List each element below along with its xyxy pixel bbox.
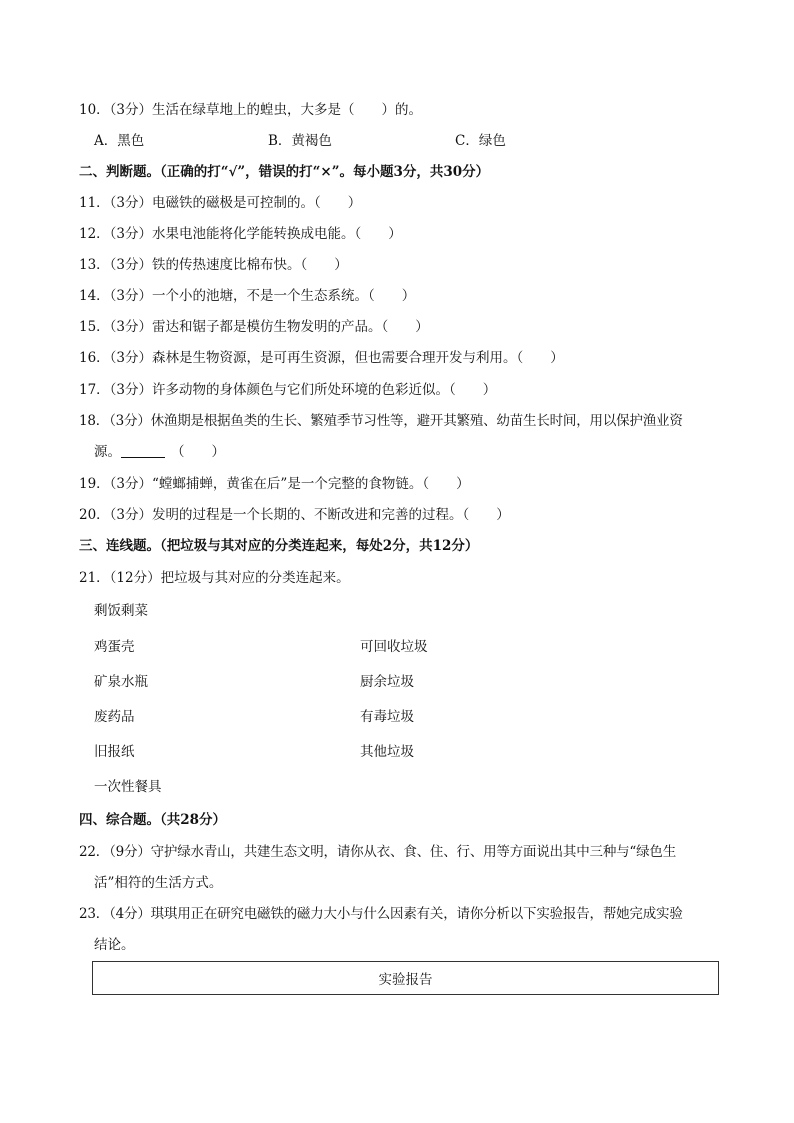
question-18-line1: 18．（3分）休渔期是根据鱼类的生长、繁殖季节习性等，避开其繁殖、幼苗生长时间，用以保护渔业资 (79, 413, 683, 429)
waste-item-1: 剩饭剩菜 (94, 603, 148, 619)
q18-line2-prefix: 源。 (94, 444, 121, 460)
answer-blank[interactable] (121, 443, 165, 458)
category-2: 厨余垃圾 (360, 674, 414, 690)
waste-item-4: 废药品 (94, 709, 135, 725)
question-14: 14．（3分）一个小的池塘，不是一个生态系统。（ ） (79, 288, 416, 304)
waste-item-5: 旧报纸 (94, 744, 135, 760)
q10-option-b: B．黄褐色 (268, 133, 332, 149)
section-2-heading: 二、判断题。（正确的打“√”，错误的打“×”。每小题3分，共30分） (79, 164, 490, 180)
question-17: 17．（3分）许多动物的身体颜色与它们所处环境的色彩近似。（ ） (79, 382, 497, 398)
question-10-stem: 10．（3分）生活在绿草地上的蝗虫，大多是（ ）的。 (79, 102, 423, 118)
question-13: 13．（3分）铁的传热速度比棉布快。（ ） (79, 257, 348, 273)
section-3-heading: 三、连线题。（把垃圾与其对应的分类连起来，每处2分，共12分） (79, 538, 479, 554)
question-16: 16．（3分）森林是生物资源，是可再生资源，但也需要合理开发与利用。（ ） (79, 350, 564, 366)
question-21-stem: 21．（12分）把垃圾与其对应的分类连起来。 (79, 570, 350, 586)
category-4: 其他垃圾 (360, 744, 414, 760)
question-19: 19．（3分）“螳螂捕蝉，黄雀在后”是一个完整的食物链。（ ） (79, 476, 470, 492)
question-23-line1: 23．（4分）琪琪用正在研究电磁铁的磁力大小与什么因素有关，请你分析以下实验报告，帮她完成实验 (79, 906, 683, 922)
question-11: 11．（3分）电磁铁的磁极是可控制的。（ ） (79, 195, 362, 211)
report-title: 实验报告 (378, 972, 433, 988)
q10-option-a: A．黑色 (94, 133, 145, 149)
category-1: 可回收垃圾 (360, 639, 428, 655)
question-22-line1: 22．（9分）守护绿水青山，共建生态文明，请你从衣、食、住、行、用等方面说出其中三种与“绿色生 (79, 844, 677, 860)
q18-line2-suffix: （ ） (171, 444, 225, 460)
question-20: 20．（3分）发明的过程是一个长期的、不断改进和完善的过程。（ ） (79, 507, 510, 523)
question-22-line2: 活”相符的生活方式。 (94, 875, 223, 891)
question-18-line2 (94, 443, 225, 461)
waste-item-3: 矿泉水瓶 (94, 674, 148, 690)
question-12: 12．（3分）水果电池能将化学能转换成电能。（ ） (79, 226, 402, 242)
experiment-report-table (92, 961, 719, 995)
waste-item-6: 一次性餐具 (94, 779, 162, 795)
question-23-line2: 结论。 (94, 937, 135, 953)
category-3: 有毒垃圾 (360, 709, 414, 725)
section-4-heading: 四、综合题。（共28分） (79, 812, 227, 828)
waste-item-2: 鸡蛋壳 (94, 639, 135, 655)
question-15: 15．（3分）雷达和锯子都是模仿生物发明的产品。（ ） (79, 319, 429, 335)
q10-option-c: C．绿色 (455, 133, 506, 149)
